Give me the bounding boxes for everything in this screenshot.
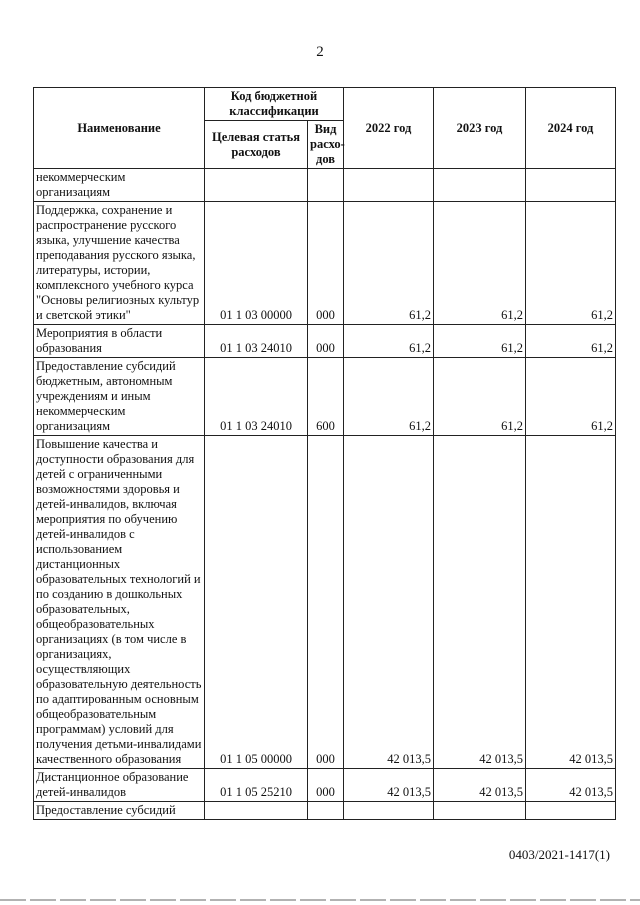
document-code: 0403/2021-1417(1) xyxy=(508,847,610,862)
table-row xyxy=(34,769,616,802)
row-2024: 61,2 xyxy=(526,202,616,325)
row-2022 xyxy=(344,802,434,820)
row-2023: 42 013,5 xyxy=(434,769,526,802)
row-code: 01 1 05 25210 xyxy=(205,769,308,802)
page-number: 2 xyxy=(316,44,324,60)
header-name: Наименование xyxy=(34,88,205,169)
row-name: Поддержка, сохранение и распространение русского языка, улучшение качества преподавания русского языка, литературы, истории, комплексного учебного курса "Основы религиозных культур и светской этики" xyxy=(34,202,205,325)
row-2023 xyxy=(434,169,526,202)
budget-table xyxy=(33,87,616,820)
row-2023: 61,2 xyxy=(434,202,526,325)
table-row xyxy=(34,202,616,325)
row-code xyxy=(205,802,308,820)
row-2023 xyxy=(434,802,526,820)
header-budget-code: Код бюджетной классификации xyxy=(205,88,344,121)
row-2024 xyxy=(526,802,616,820)
header-year-2022: 2022 год xyxy=(344,88,434,169)
row-2022: 61,2 xyxy=(344,358,434,436)
row-2022 xyxy=(344,169,434,202)
row-name: Дистанционное образование детей-инвалидов xyxy=(34,769,205,802)
row-name: Повышение качества и доступности образования для детей с ограниченными возможностями здоровья и детей-инвалидов, включая мероприятия по обучению детей-инвалидов с использованием дистанционных образовательных технологий и по созданию в дошкольных образовательных, общеобразовательных организациях (в том числе в организациях, осуществляющих образовательную деятельность по адаптированным основным общеобразовательным программам) условий для получения детьми-инвалидами качественного образования xyxy=(34,436,205,769)
row-2022: 61,2 xyxy=(344,325,434,358)
table-row xyxy=(34,436,616,769)
header-target-article: Целевая статья расходов xyxy=(205,121,308,169)
table-row xyxy=(34,169,616,202)
row-2022: 42 013,5 xyxy=(344,769,434,802)
row-code: 01 1 03 00000 xyxy=(205,202,308,325)
row-kind: 000 xyxy=(308,202,344,325)
row-2024: 42 013,5 xyxy=(526,436,616,769)
row-2024: 61,2 xyxy=(526,325,616,358)
row-kind xyxy=(308,169,344,202)
scan-edge-line xyxy=(0,899,640,901)
header-year-2023: 2023 год xyxy=(434,88,526,169)
row-name: Предоставление субсидий бюджетным, автономным учреждениям и иным некоммерческим организациям xyxy=(34,358,205,436)
row-code xyxy=(205,169,308,202)
row-code: 01 1 03 24010 xyxy=(205,358,308,436)
row-kind: 000 xyxy=(308,325,344,358)
header-expense-type: Вид расхо-дов xyxy=(308,121,344,169)
row-2024: 42 013,5 xyxy=(526,769,616,802)
row-kind: 000 xyxy=(308,769,344,802)
row-kind xyxy=(308,802,344,820)
table-row xyxy=(34,802,616,820)
row-2024 xyxy=(526,169,616,202)
row-2024: 61,2 xyxy=(526,358,616,436)
row-2023: 42 013,5 xyxy=(434,436,526,769)
row-2022: 42 013,5 xyxy=(344,436,434,769)
row-code: 01 1 03 24010 xyxy=(205,325,308,358)
row-kind: 000 xyxy=(308,436,344,769)
row-kind: 600 xyxy=(308,358,344,436)
row-code: 01 1 05 00000 xyxy=(205,436,308,769)
table-row xyxy=(34,325,616,358)
row-2022: 61,2 xyxy=(344,202,434,325)
row-name: Мероприятия в области образования xyxy=(34,325,205,358)
row-2023: 61,2 xyxy=(434,325,526,358)
header-row-1 xyxy=(34,88,616,121)
row-name: некоммерческим организациям xyxy=(34,169,205,202)
row-name: Предоставление субсидий xyxy=(34,802,205,820)
row-2023: 61,2 xyxy=(434,358,526,436)
table-row xyxy=(34,358,616,436)
header-year-2024: 2024 год xyxy=(526,88,616,169)
